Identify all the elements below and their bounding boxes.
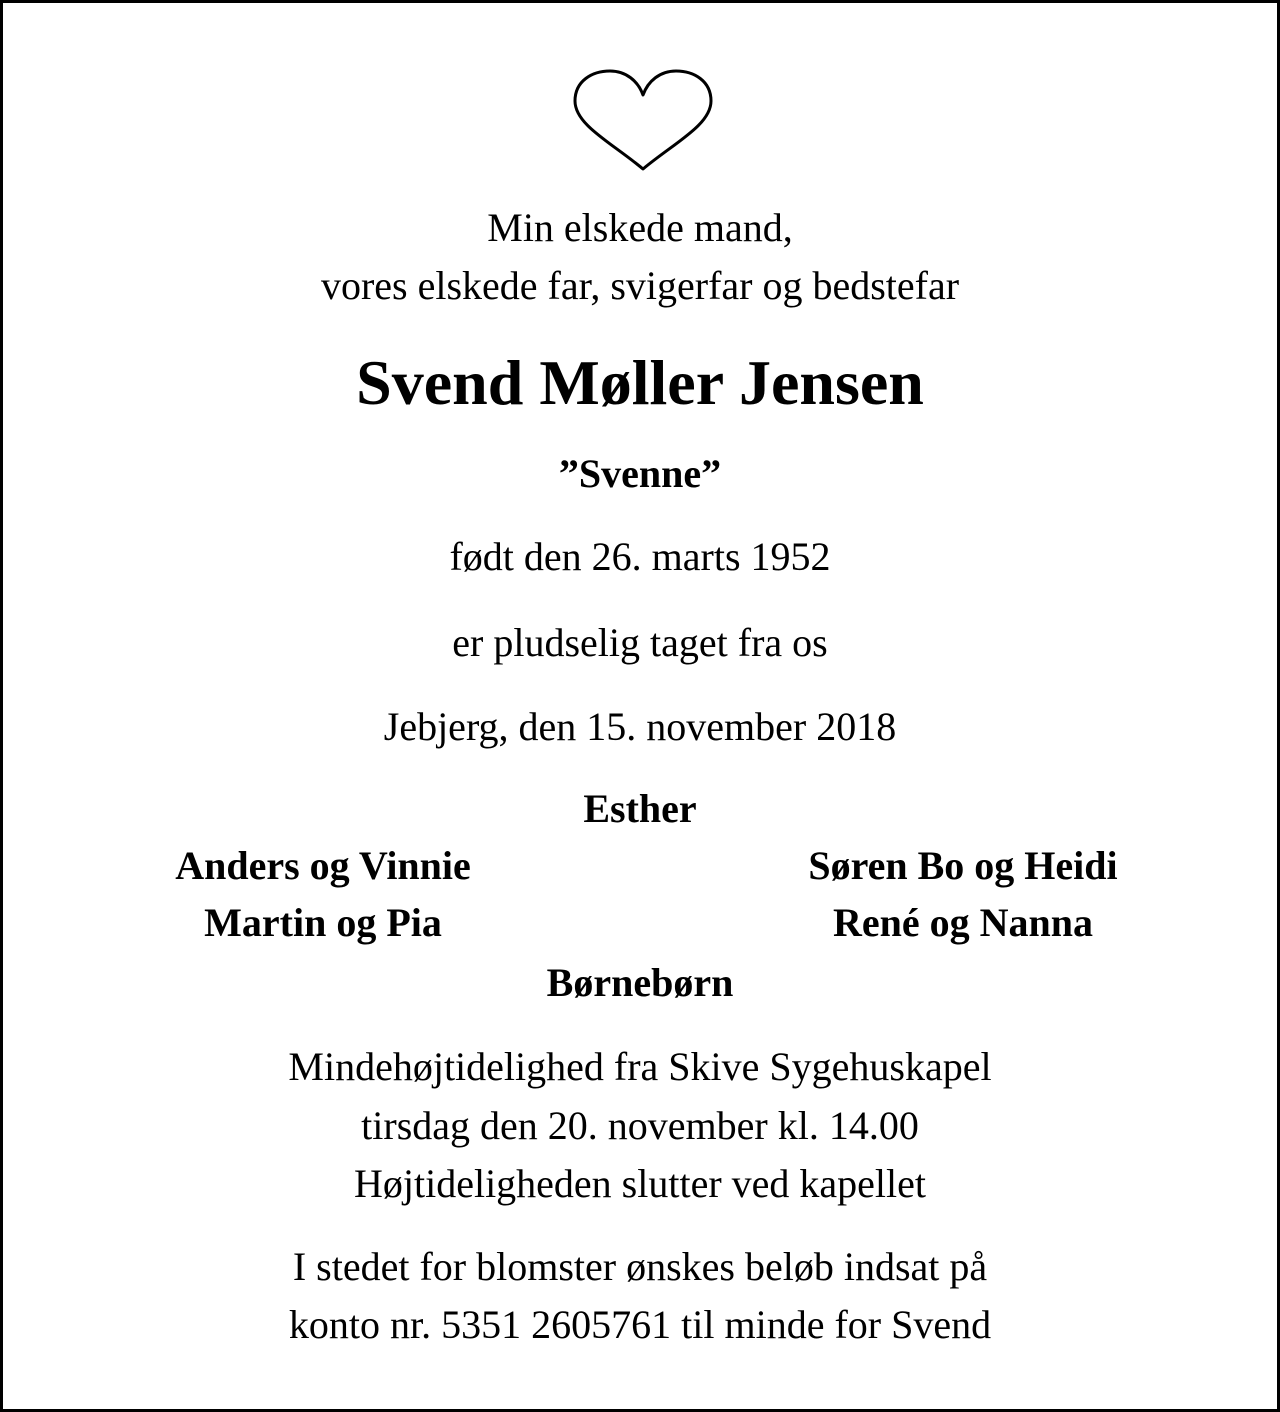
intro-line-2: vores elskede far, svigerfar og bedstefar bbox=[320, 263, 960, 308]
deceased-name: Svend Møller Jensen bbox=[356, 347, 924, 418]
family-left-1: Anders og Vinnie bbox=[175, 843, 471, 888]
place-date: Jebjerg, den 15. november 2018 bbox=[383, 704, 897, 749]
spouse-name: Esther bbox=[583, 786, 697, 831]
ceremony-line-1: Mindehøjtidelighed fra Skive Sygehuskapel bbox=[288, 1044, 992, 1089]
donation-line-1: I stedet for blomster ønskes beløb indsat på bbox=[292, 1244, 988, 1289]
ceremony-line-2: tirsdag den 20. november kl. 14.00 bbox=[361, 1103, 919, 1148]
heart-outline-icon bbox=[572, 69, 714, 173]
family-left-2: Martin og Pia bbox=[204, 900, 442, 945]
intro-line-1: Min elskede mand, bbox=[487, 205, 793, 250]
passed-line: er pludselig taget fra os bbox=[452, 620, 828, 665]
grandchildren-label: Børnebørn bbox=[546, 960, 734, 1005]
family-right-2: René og Nanna bbox=[832, 900, 1094, 945]
family-right-1: Søren Bo og Heidi bbox=[808, 843, 1118, 888]
donation-line-2: konto nr. 5351 2605761 til minde for Svend bbox=[288, 1302, 992, 1347]
deceased-nickname: ”Svenne” bbox=[558, 451, 722, 496]
ceremony-line-3: Højtideligheden slutter ved kapellet bbox=[353, 1161, 927, 1206]
birth-date: født den 26. marts 1952 bbox=[449, 534, 831, 579]
